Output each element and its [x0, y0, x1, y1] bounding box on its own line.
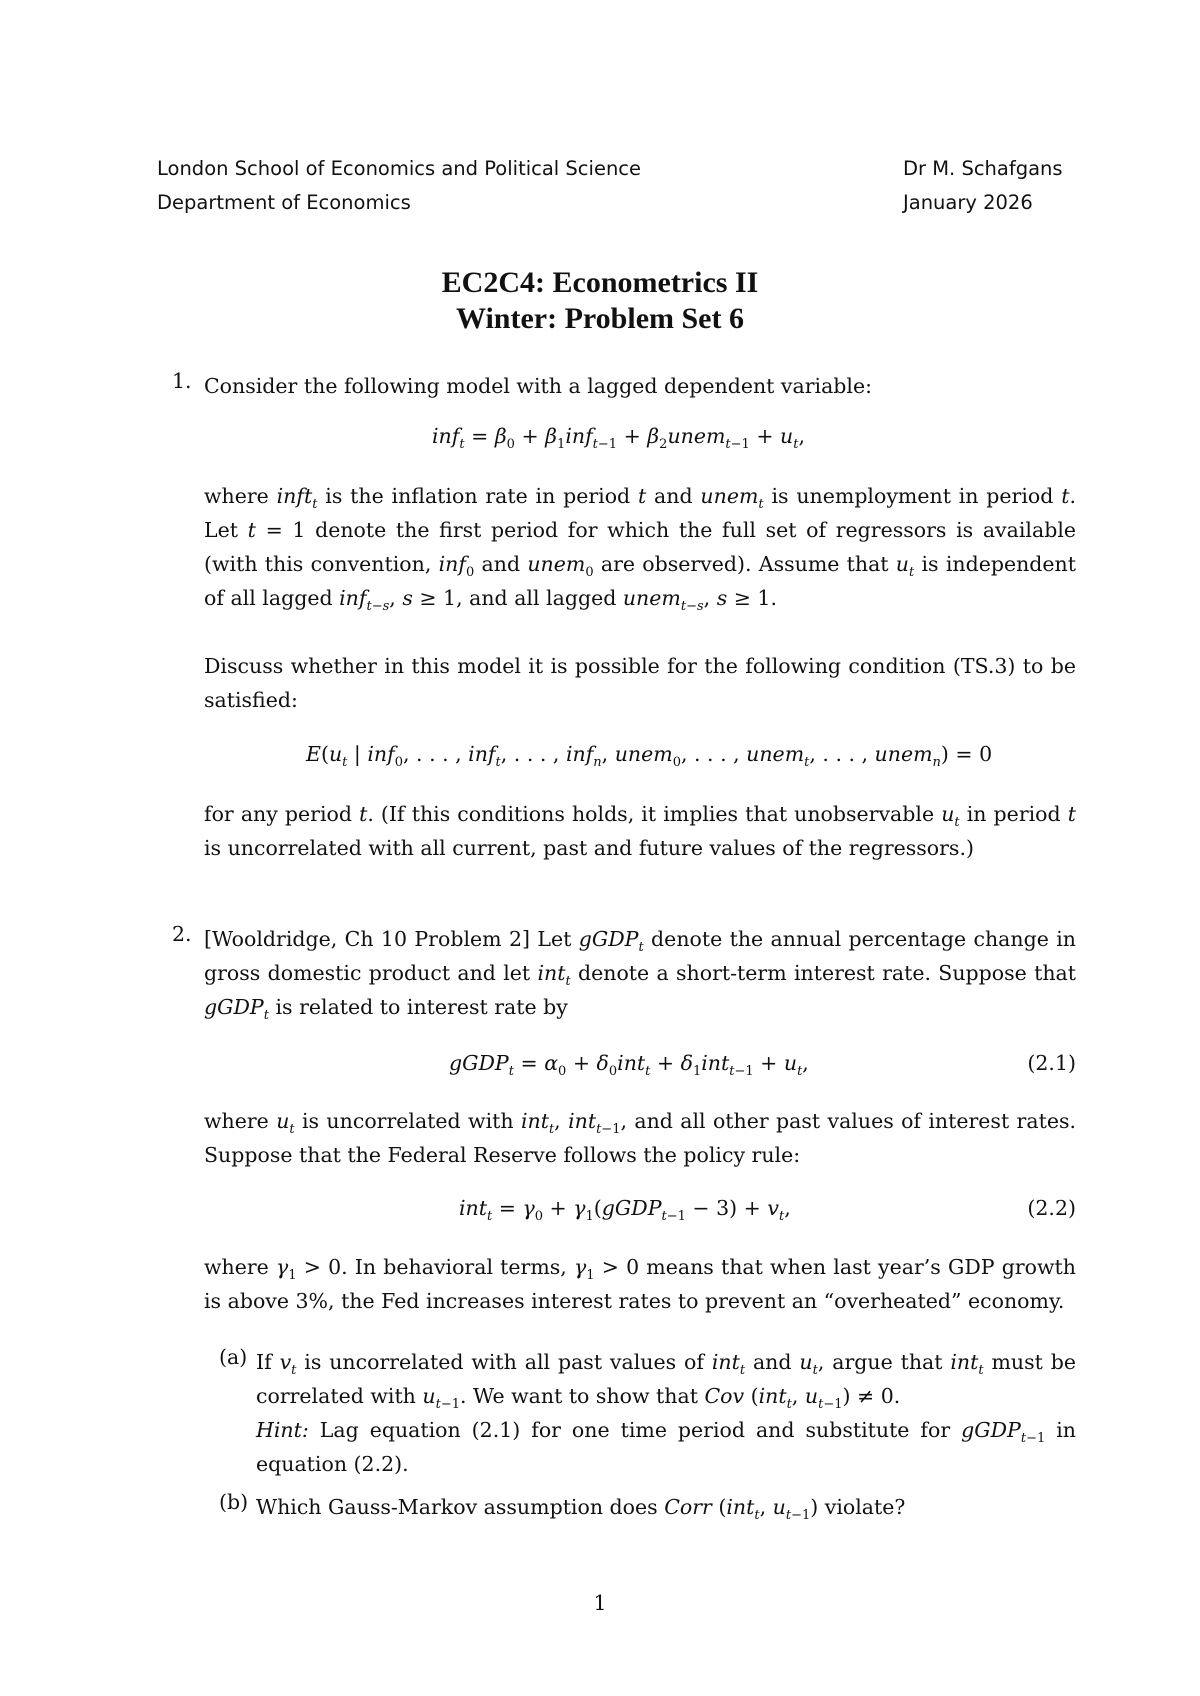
department-name: Department of Economics [157, 191, 411, 214]
question-1-intro: Consider the following model with a lagged dependent variable: [204, 374, 873, 398]
question-1-where-text: where inft$_t$ is the inflation rate in period t and unem$_t$ is unemployment in period t. Let t = 1 denote the first period for which the full set of regressors is available (with this convention, inf$_0$ and unem$_0$ are observed). Assume that $u_t$ is independent of all lagged inf$_{t-s}$, s ≥ 1, and all lagged unem$_{t-s}$, s ≥ 1. [204, 484, 1077, 614]
question-1-number: 1. [172, 369, 192, 393]
question-1-discuss-text: Discuss whether in this model it is possible for the following condition (TS.3) to be satisfied: [204, 654, 1076, 712]
question-2-behavioral-text: where $\gamma_1 > 0$. In behavioral terms, $\gamma_1 > 0$ means that when last year’s GDP growth is above 3%, the Fed increases interest rates to prevent an “overheated” economy. [204, 1255, 1076, 1313]
author-name: Dr M. Schafgans [903, 157, 1063, 180]
equation-2-1: gGDP$_t$ = $\alpha_0 + \delta_0int_t + \delta_1int_{t-1} + u_t$, [449, 1051, 809, 1079]
part-a-text: If $v_t$ is uncorrelated with all past values of int$_t$ and $u_t$, argue that int$_t$ must be correlated with $u_{t-1}$. We want to show that Cov (int$_t$, $u_{t-1}) \ne 0$. Hint: Lag equation (2.1) for one time period and substitute for gGDP$_{t-1}$ in equation (2.2). [256, 1350, 1076, 1476]
institution-name: London School of Economics and Political Science [157, 157, 642, 180]
question-2-where-text: where $u_t$ is uncorrelated with int$_t$, int$_{t-1}$, and all other past values of interest rates. Suppose that the Federal Reserve follows the policy rule: [204, 1109, 1076, 1167]
page-number: 1 [593, 1591, 607, 1615]
document-date: January 2026 [903, 191, 1033, 214]
question-2-intro: [Wooldridge, Ch 10 Problem 2] Let gGDP$_t$ denote the annual percentage change in gross domestic product and let int$_t$ denote a short-term interest rate. Suppose that gGDP$_t$ is related to interest rate by [204, 927, 1076, 1023]
question-1-condition-equation: $E(u_t$ | inf$_0$, . . . , inf$_t$, . . . , inf$_n$, unem$_0$, . . . , unem$_t$, . . . , unem$_n$) = 0 [306, 742, 993, 770]
part-a-label: (a) [219, 1345, 248, 1369]
equation-2-2: $int_t = \gamma_0$ + $\gamma_1(gGDP_{t-1} - 3) + v_t$, [459, 1196, 791, 1224]
course-title: EC2C4: Econometrics II [441, 266, 759, 299]
question-2-number: 2. [172, 922, 192, 946]
question-1-model-equation: $inf_t = \beta_0 + \beta_1inf_{t-1}$ + $\beta_2unem_{t-1} + u_t$, [432, 424, 806, 452]
hint-label: Hint: [256, 1418, 309, 1442]
equation-2-2-label: (2.2) [1027, 1196, 1076, 1220]
part-b-label: (b) [219, 1490, 249, 1514]
question-1-follow-text: for any period t. (If this conditions holds, it implies that unobservable $u_t$ in period t is uncorrelated with all current, past and future values of the regressors.) [204, 802, 1076, 860]
equation-2-1-label: (2.1) [1027, 1051, 1076, 1075]
problem-set-title: Winter: Problem Set 6 [455, 302, 744, 335]
part-b-text: Which Gauss-Markov assumption does Corr (int$_t$, $u_{t-1}$) violate? [256, 1495, 906, 1523]
